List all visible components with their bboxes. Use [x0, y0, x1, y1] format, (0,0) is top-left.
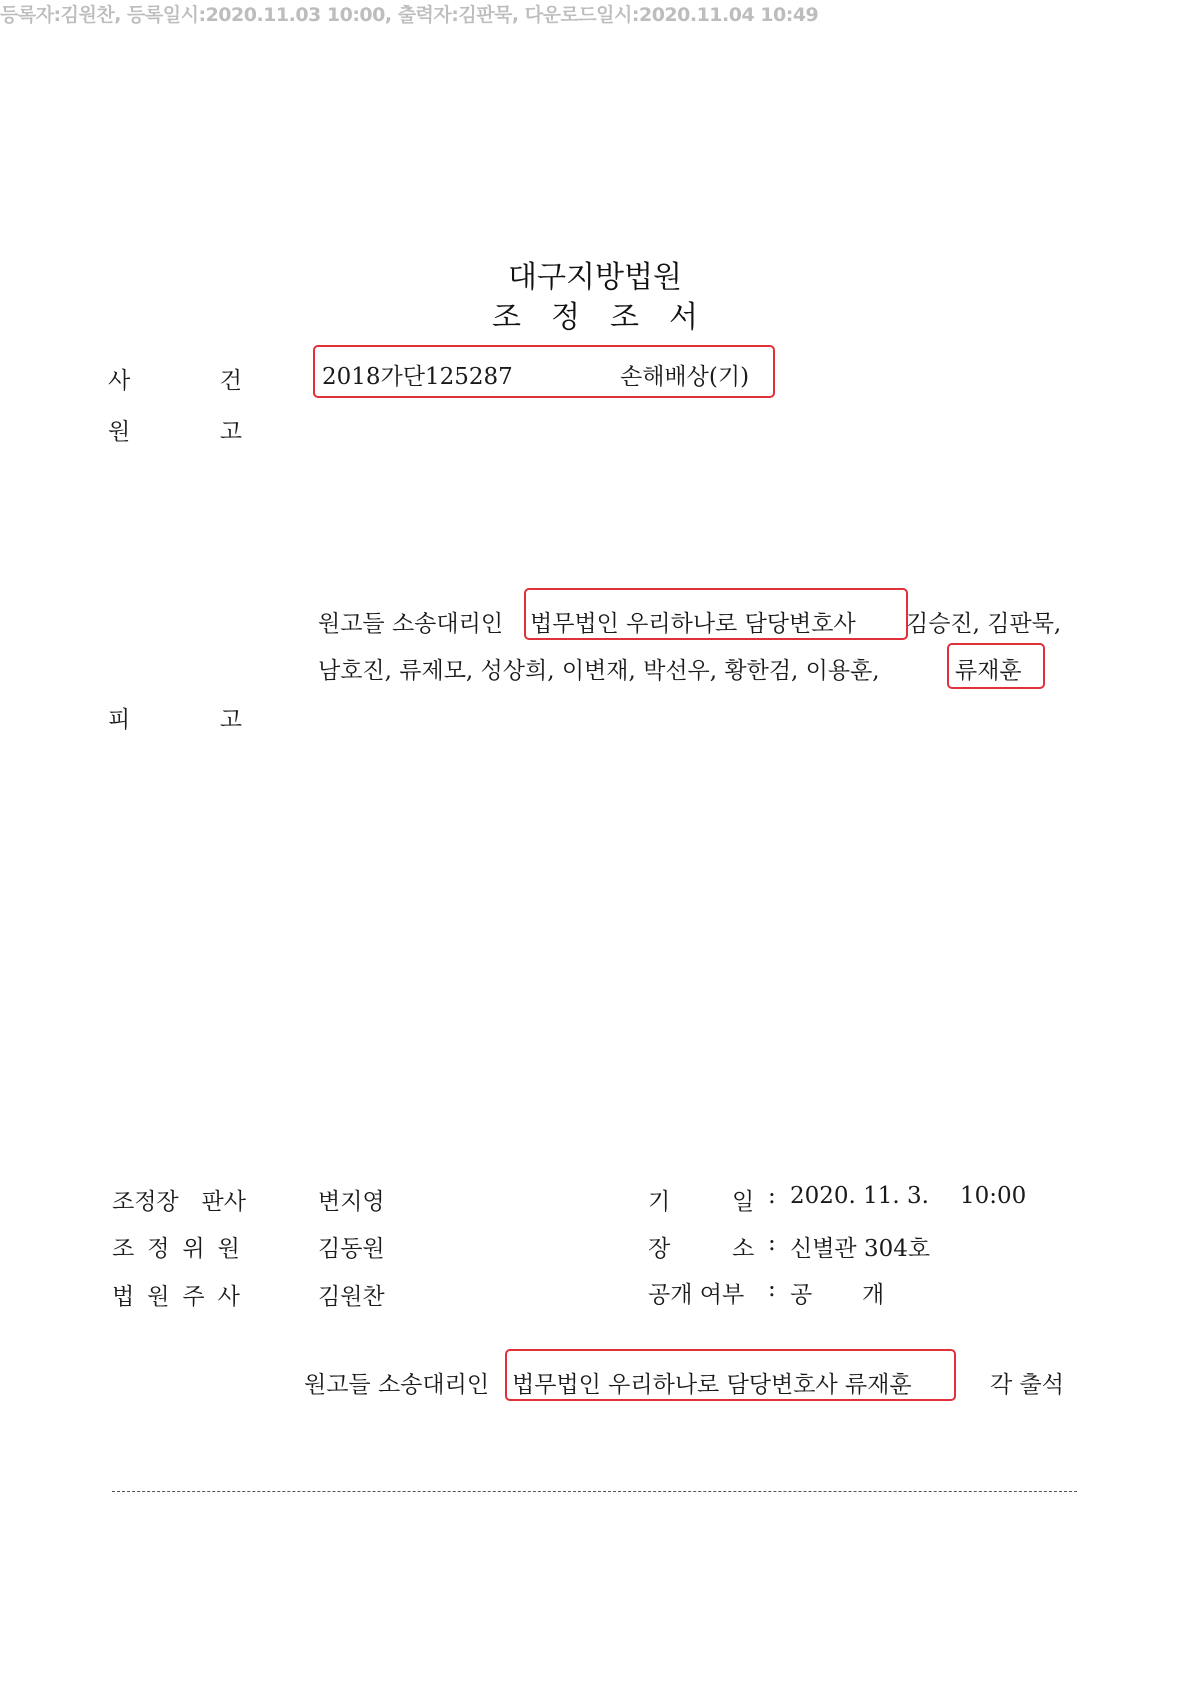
attendance-suffix: 각 출석 [990, 1372, 1064, 1398]
public-colon: : [768, 1276, 776, 1302]
official-name-presiding-judge: 변지영 [318, 1189, 385, 1215]
date-label-char-1: 기 [648, 1189, 671, 1215]
download-header: 등록자:김원찬, 등록일시:2020.11.03 10:00, 출력자:김판묵, 다운로드일시:2020.11.04 10:49 [0, 4, 819, 26]
public-value-char-1: 공 [790, 1282, 813, 1308]
public-value-char-2: 개 [862, 1282, 885, 1308]
official-role-mediator: 조정위원 [112, 1236, 253, 1262]
date-value: 2020. 11. 3. [790, 1183, 929, 1209]
plaintiff-label [108, 413, 242, 446]
official-name-clerk: 김원찬 [318, 1284, 385, 1310]
attendance-highlighted: 법무법인 우리하나로 담당변호사 류재훈 [512, 1372, 912, 1398]
public-label: 공개 여부 [648, 1282, 745, 1308]
date-label-char-2: 일 [732, 1189, 755, 1215]
plaintiff-line2-names: 남호진, 류제모, 성상희, 이변재, 박선우, 황한검, 이용훈, [318, 658, 880, 684]
time-value: 10:00 [960, 1183, 1027, 1209]
defendant-label [108, 701, 242, 734]
official-role-presiding-judge: 조정장 판사 [112, 1189, 246, 1215]
case-label-char-2: 건 [219, 368, 242, 394]
case-label-char-1: 사 [108, 368, 131, 394]
place-label-char-1: 장 [648, 1236, 671, 1262]
plaintiff-firm: 법무법인 우리하나로 담당변호사 [530, 611, 856, 637]
place-value: 신별관 304호 [790, 1236, 931, 1262]
defendant-label-char-1: 피 [108, 707, 131, 733]
document-title: 조정조서 [492, 300, 728, 335]
plaintiff-line1-names: 김승진, 김판묵, [906, 611, 1062, 637]
official-name-mediator: 김동원 [318, 1236, 385, 1262]
plaintiff-label-char-1: 원 [108, 419, 131, 445]
official-role-clerk: 법원주사 [112, 1284, 253, 1310]
plaintiff-label-char-2: 고 [219, 419, 242, 445]
place-label-char-2: 소 [732, 1236, 755, 1262]
case-label [108, 362, 242, 395]
case-number: 2018가단125287 [322, 364, 513, 390]
defendant-label-char-2: 고 [219, 707, 242, 733]
dashed-separator [112, 1491, 1077, 1492]
plaintiff-last-name: 류재훈 [955, 658, 1022, 684]
case-type: 손해배상(기) [620, 364, 750, 390]
place-colon: : [768, 1230, 776, 1256]
plaintiff-rep-prefix: 원고들 소송대리인 [318, 611, 504, 637]
court-name: 대구지방법원 [508, 260, 682, 295]
attendance-prefix: 원고들 소송대리인 [304, 1372, 490, 1398]
date-colon: : [768, 1183, 776, 1209]
